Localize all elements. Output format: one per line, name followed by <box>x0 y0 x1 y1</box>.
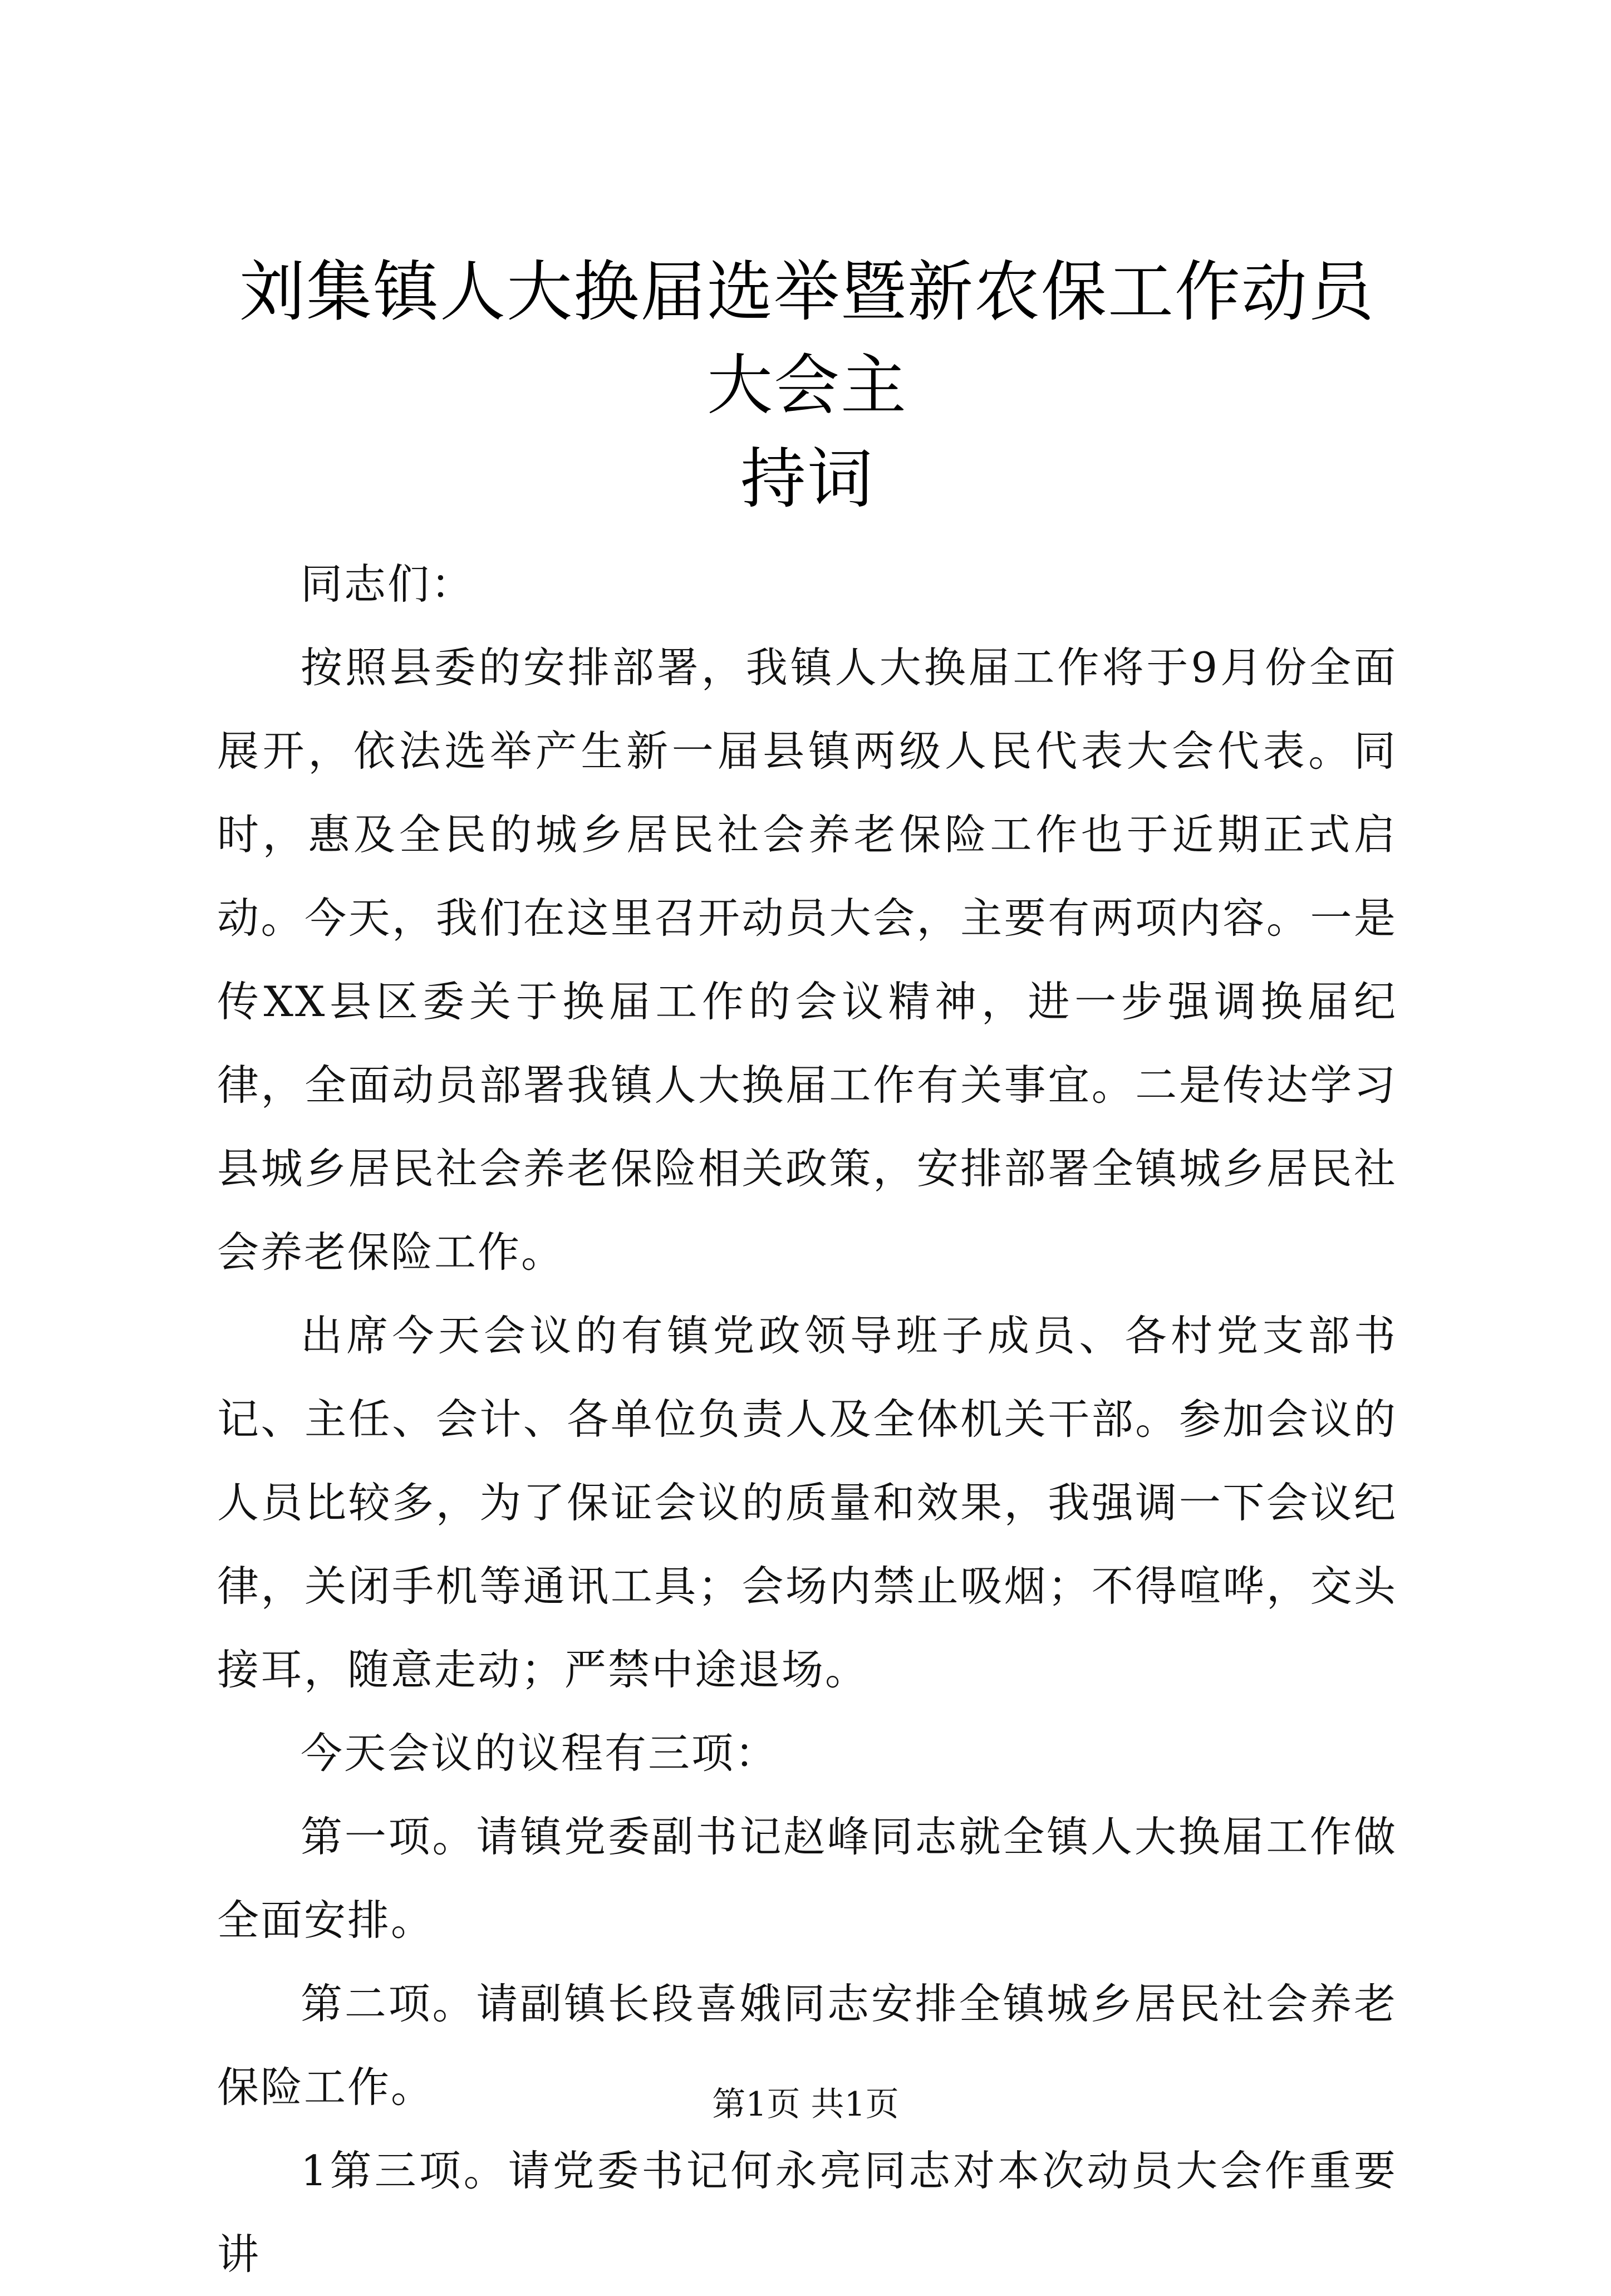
paragraph-attendance: 出席今天会议的有镇党政领导班子成员、各村党支部书记、主任、会计、各单位负责人及全体机关干部。参加会议的人员比较多，为了保证会议的质量和效果，我强调一下会议纪律，关闭手机等通讯工具；会场内禁止吸烟；不得喧哗，交头接耳，随意走动；严禁中途退场。 <box>217 1311 1397 1694</box>
page-number: 第1页 共1页 <box>712 2085 899 2124</box>
document-title <box>217 245 1397 526</box>
agenda-item-1: 第一项。请镇党委副书记赵峰同志就全镇人大换届工作做全面安排。 <box>217 1812 1397 1945</box>
paragraph-intro: 按照县委的安排部署，我镇人大换届工作将于9月份全面展开，依法选举产生新一届县镇两级人民代表大会代表。同时，惠及全民的城乡居民社会养老保险工作也于近期正式启动。今天，我们在这里召开动员大会，主要有两项内容。一是传XX县区委关于换届工作的会议精神，进一步强调换届纪律，全面动员部署我镇人大换届工作有关事宜。二是传达学习县城乡居民社会养老保险相关政策，安排部署全镇城乡居民社会养老保险工作。 <box>217 643 1397 1277</box>
document-content <box>217 245 1397 2296</box>
salutation: 同志们： <box>301 560 475 609</box>
title-line-2: 持词 <box>740 440 874 517</box>
agenda-heading: 今天会议的议程有三项： <box>301 1729 779 1778</box>
page-footer <box>0 2082 1611 2127</box>
title-line-1: 刘集镇人大换届选举暨新农保工作动员大会主 <box>239 253 1375 424</box>
agenda-item-2: 第二项。请副镇长段喜娥同志安排全镇城乡居民社会养老保险工作。 <box>217 1979 1397 2112</box>
document-body <box>217 542 1397 2296</box>
agenda-item-3: 1第三项。请党委书记何永亮同志对本次动员大会作重要讲 <box>217 2146 1397 2279</box>
